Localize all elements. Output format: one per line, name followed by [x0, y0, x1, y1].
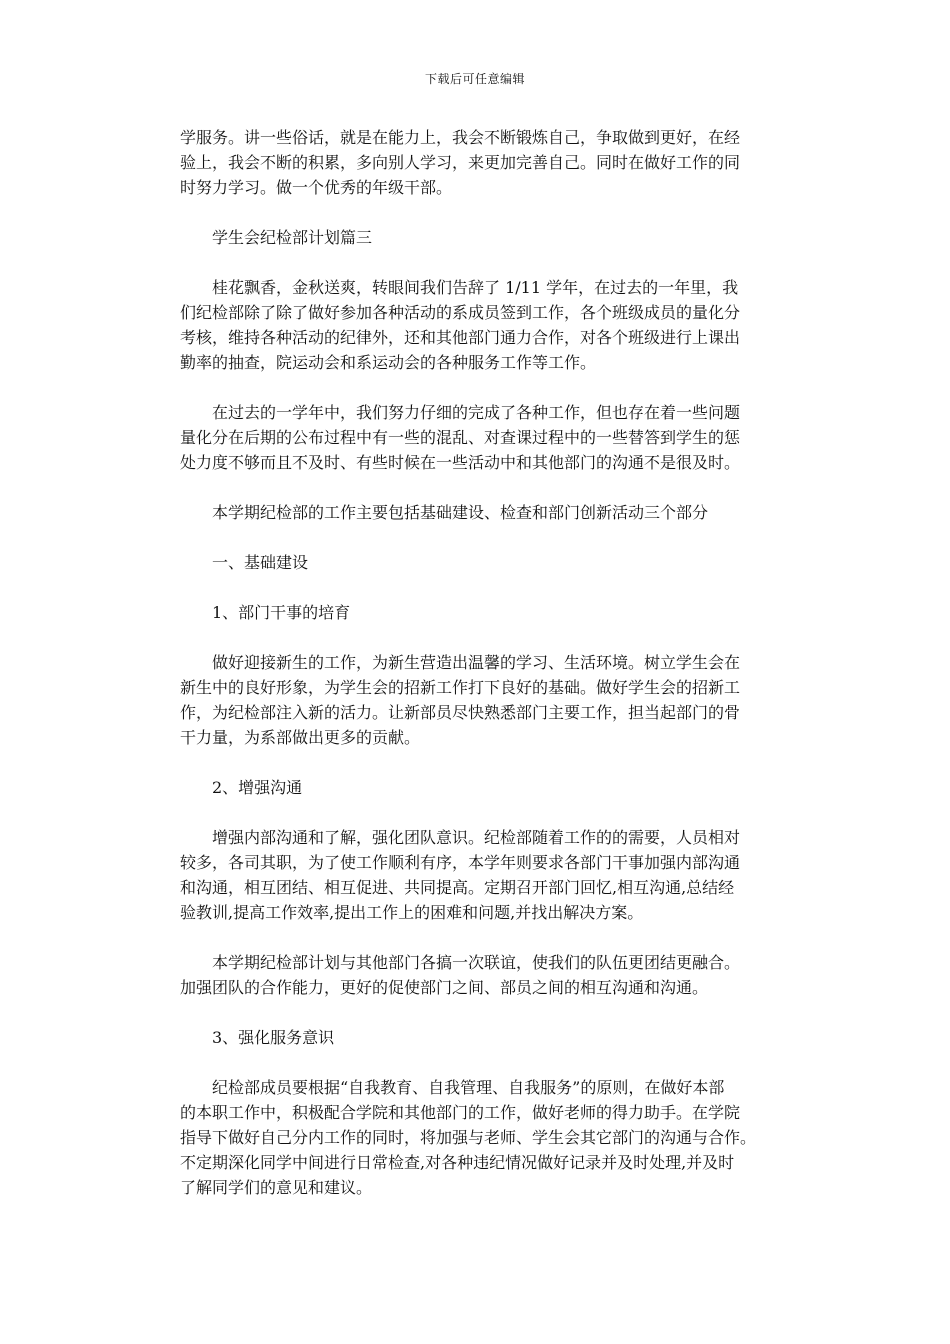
text-line: 2、增强沟通 — [212, 778, 303, 797]
paragraph — [180, 825, 776, 925]
text-line: 做好迎接新生的工作，为新生营造出温馨的学习、生活环境。树立学生会在 — [212, 653, 741, 672]
text-line: 勤率的抽查，院运动会和系运动会的各种服务工作等工作。 — [180, 353, 597, 372]
text-line: 纪检部成员要根据“自我教育、自我管理、自我服务”的原则，在做好本部 — [212, 1078, 725, 1097]
paragraph — [180, 500, 776, 525]
subsection-heading — [180, 775, 776, 800]
text-line: 3、强化服务意识 — [212, 1028, 335, 1047]
paragraph-continuation — [180, 125, 776, 200]
text-line: 的本职工作中，积极配合学院和其他部门的工作，做好老师的得力助手。在学院 — [180, 1103, 741, 1122]
text-line: 学服务。讲一些俗话，就是在能力上，我会不断锻炼自己，争取做到更好，在经 — [180, 128, 741, 147]
text-line: 新生中的良好形象，为学生会的招新工作打下良好的基础。做好学生会的招新工 — [180, 678, 741, 697]
paragraph — [180, 275, 776, 375]
text-line: 增强内部沟通和了解，强化团队意识。纪检部随着工作的的需要，人员相对 — [212, 828, 741, 847]
paragraph — [180, 1075, 776, 1200]
text-line: 干力量，为系部做出更多的贡献。 — [180, 728, 421, 747]
section-heading — [180, 225, 776, 250]
text-line: 验上，我会不断的积累，多向别人学习，来更加完善自己。同时在做好工作的同 — [180, 153, 741, 172]
text-line: 加强团队的合作能力，更好的促使部门之间、部员之间的相互沟通和沟通。 — [180, 978, 709, 997]
paragraph — [180, 400, 776, 475]
text-line: 1、部门干事的培育 — [212, 603, 351, 622]
subsection-heading — [180, 600, 776, 625]
text-line: 在过去的一学年中，我们努力仔细的完成了各种工作，但也存在着一些问题 — [212, 403, 741, 422]
text-line: 指导下做好自己分内工作的同时，将加强与老师、学生会其它部门的沟通与合作。 — [180, 1128, 757, 1147]
text-line: 不定期深化同学中间进行日常检查,对各种违纪情况做好记录并及时处理,并及时 — [180, 1153, 735, 1172]
text-line: 和沟通，相互团结、相互促进、共同提高。定期召开部门回忆,相互沟通,总结经 — [180, 878, 735, 897]
text-line: 本学期纪检部计划与其他部门各搞一次联谊，使我们的队伍更团结更融合。 — [212, 953, 741, 972]
document-body — [180, 125, 776, 1225]
text-line: 一、基础建设 — [212, 553, 309, 572]
text-line: 作，为纪检部注入新的活力。让新部员尽快熟悉部门主要工作，担当起部门的骨 — [180, 703, 741, 722]
text-line: 处力度不够而且不及时、有些时候在一些活动中和其他部门的沟通不是很及时。 — [180, 453, 741, 472]
text-line: 了解同学们的意见和建议。 — [180, 1178, 373, 1197]
paragraph — [180, 950, 776, 1000]
text-line: 本学期纪检部的工作主要包括基础建设、检查和部门创新活动三个部分 — [212, 503, 709, 522]
text-line: 考核，维持各种活动的纪律外，还和其他部门通力合作，对各个班级进行上课出 — [180, 328, 741, 347]
text-line: 学生会纪检部计划篇三 — [212, 228, 373, 247]
text-line: 量化分在后期的公布过程中有一些的混乱、对查课过程中的一些替答到学生的惩 — [180, 428, 741, 447]
page-header: 下载后可任意编辑 — [424, 72, 525, 86]
section-heading — [180, 550, 776, 575]
text-line: 桂花飘香，金秋送爽，转眼间我们告辞了 1/11 学年，在过去的一年里，我 — [212, 278, 739, 297]
text-line: 较多，各司其职，为了使工作顺利有序，本学年则要求各部门干事加强内部沟通 — [180, 853, 741, 872]
text-line: 验教训,提高工作效率,提出工作上的困难和问题,并找出解决方案。 — [180, 903, 644, 922]
text-line: 时努力学习。做一个优秀的年级干部。 — [180, 178, 453, 197]
text-line: 们纪检部除了除了做好参加各种活动的系成员签到工作，各个班级成员的量化分 — [180, 303, 741, 322]
subsection-heading — [180, 1025, 776, 1050]
paragraph — [180, 650, 776, 750]
